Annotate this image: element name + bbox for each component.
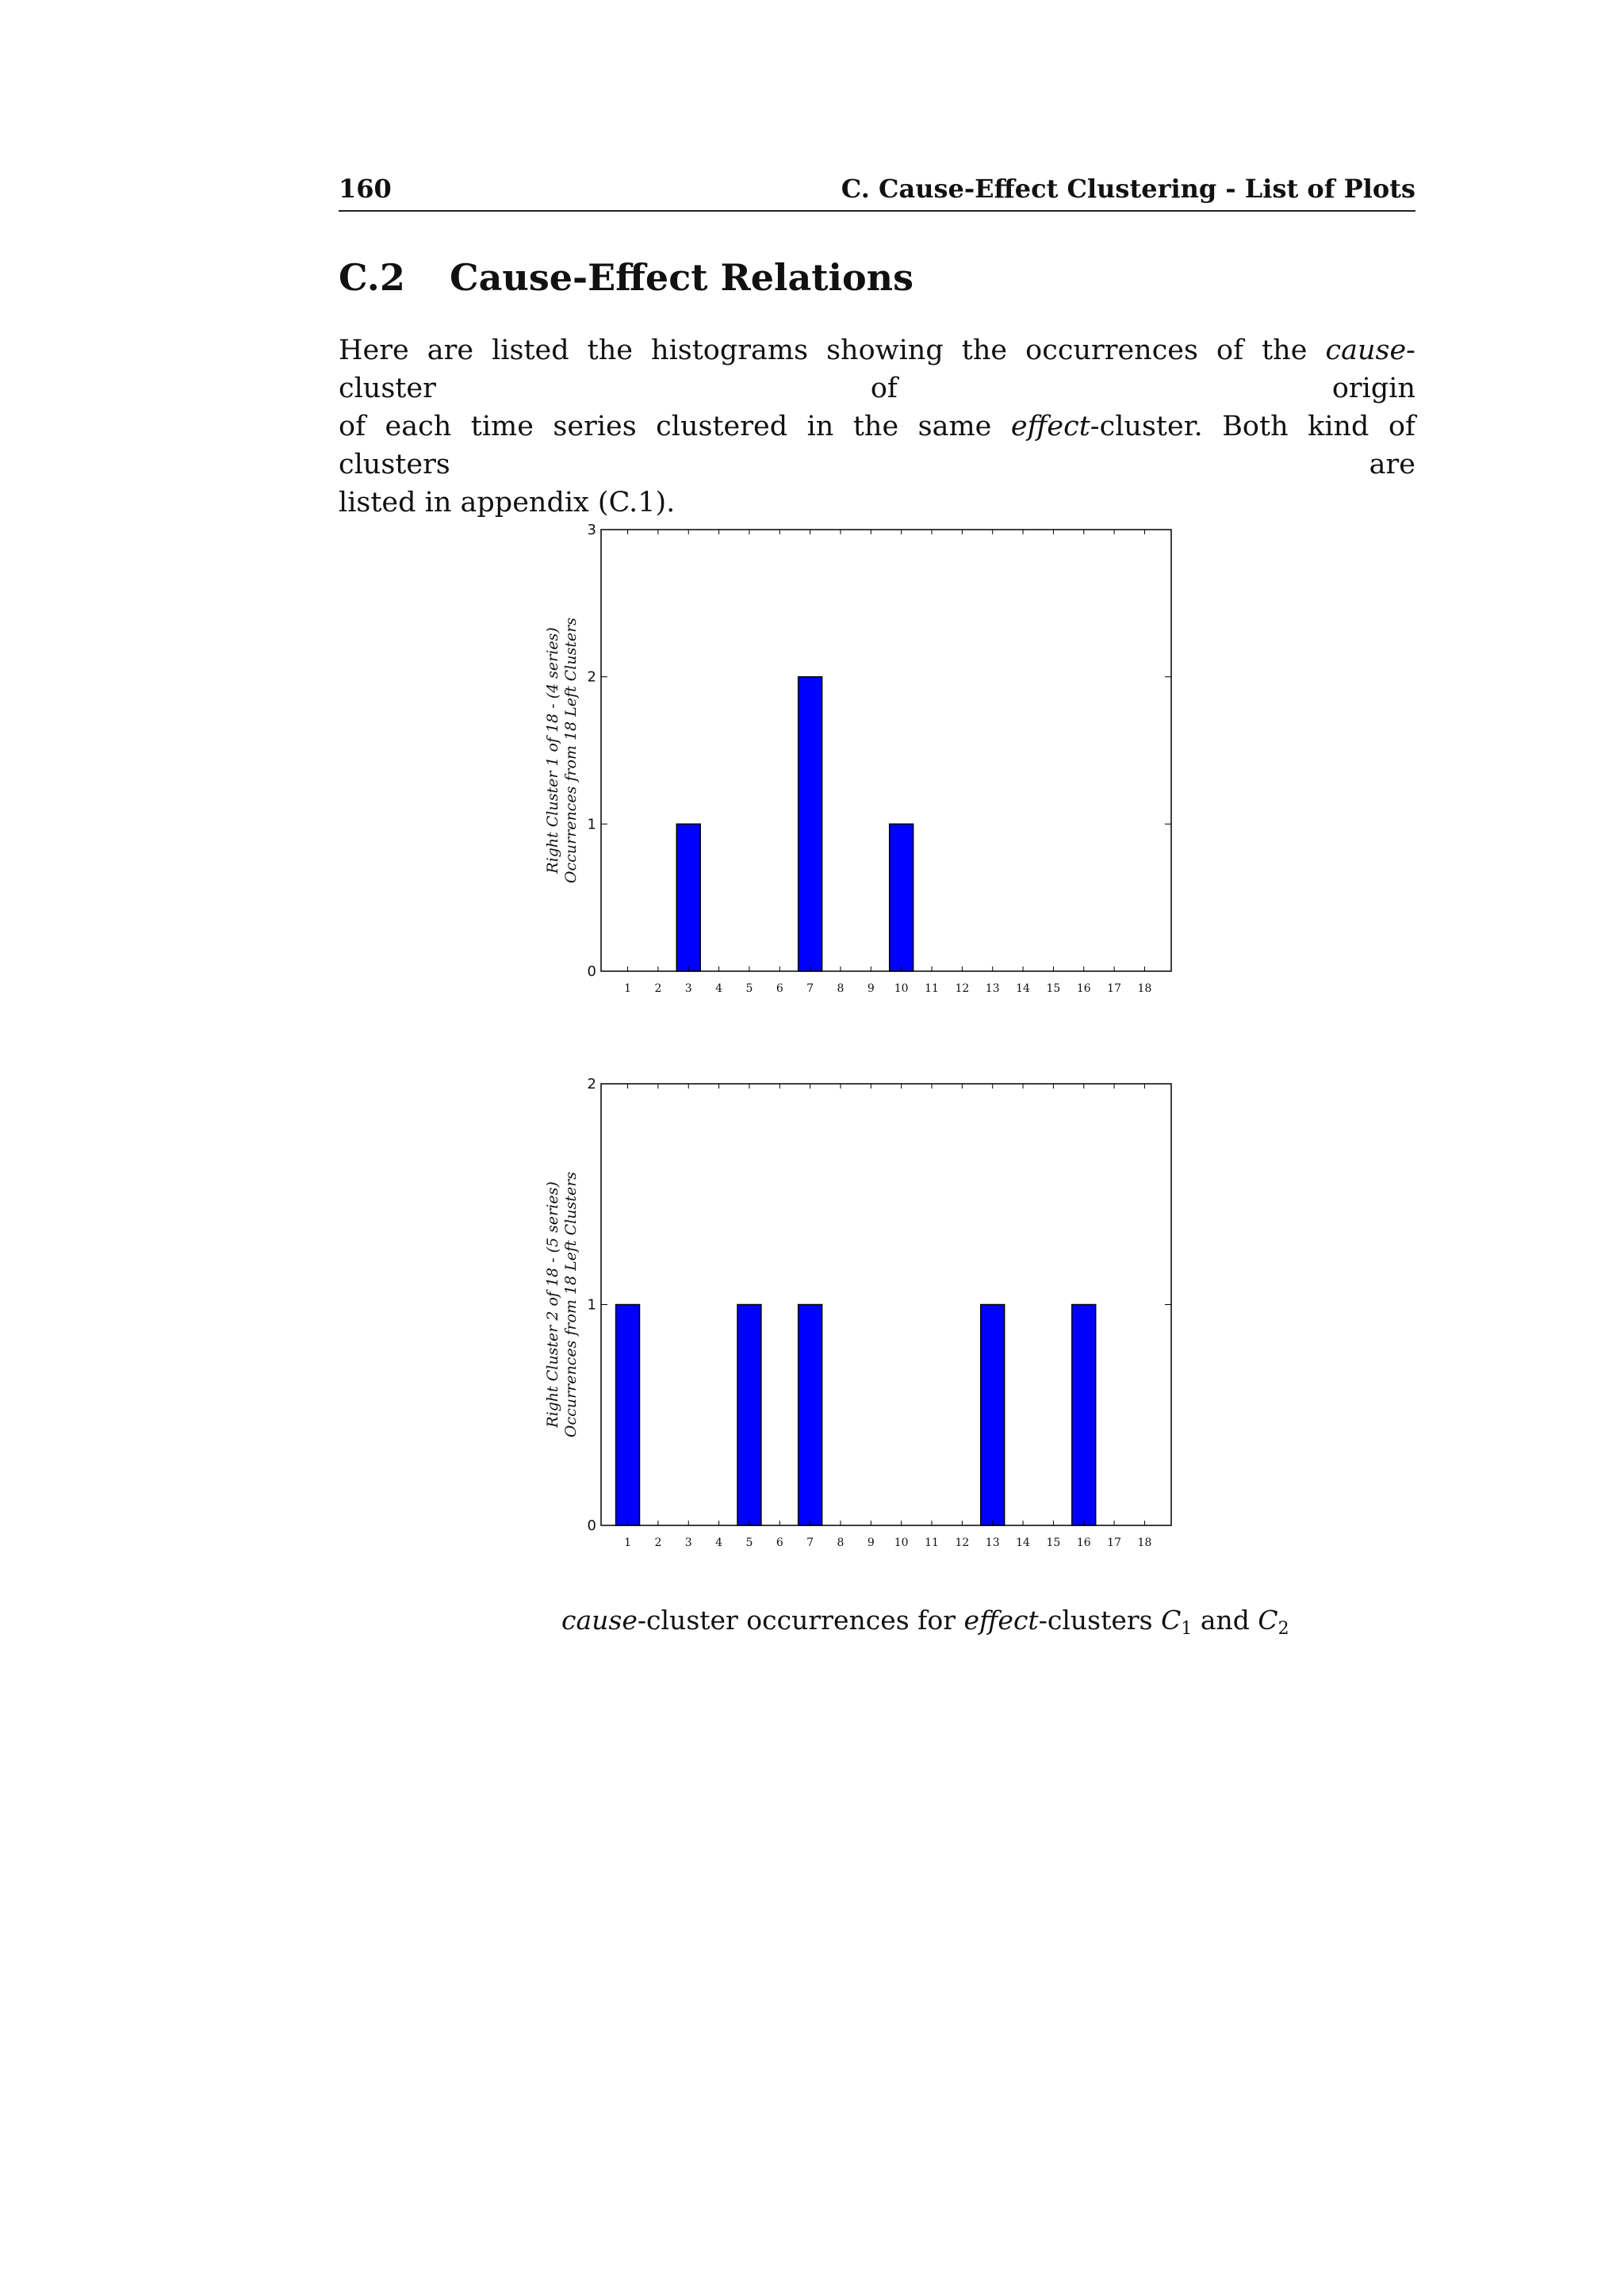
x-tick-label-16: 16 [1076,1536,1091,1549]
x-tick-label-6: 6 [776,1536,783,1549]
x-tick-label-13: 13 [985,982,1000,995]
y-tick-label-0: 0 [587,963,596,980]
x-tick-label-12: 12 [955,1536,970,1549]
x-tick-label-8: 8 [837,982,845,995]
x-tick-label-11: 11 [925,1536,939,1549]
bar-7 [799,1305,822,1526]
x-tick-label-2: 2 [654,982,662,995]
x-tick-label-2: 2 [654,1536,662,1549]
x-tick-label-3: 3 [684,1536,692,1549]
x-tick-label-13: 13 [985,1536,1000,1549]
y-axis-label-line-1: Right Cluster 2 of 18 - (5 series) [544,1181,561,1428]
intro-line-3: listed in appendix (C.1). [339,487,676,519]
intro-line-1: Here are listed the histograms showing the occurrences of the cause-cluster of origin [339,335,1415,404]
y-tick-label-2: 2 [587,1076,596,1093]
running-title: C. Cause-Effect Clustering - List of Plots [841,174,1415,204]
section-title: Cause-Effect Relations [450,256,914,299]
figure-caption: cause-cluster occurrences for effect-clusters $C_1$ and $C_2$ [561,1605,1289,1639]
y-axis-label-line-2: Occurrences from 18 Left Clusters [562,1171,580,1438]
bar-10 [890,824,914,971]
intro-line-2: of each time series clustered in the same effect-cluster. Both kind of clusters are [339,411,1415,480]
x-tick-label-14: 14 [1016,982,1030,995]
x-tick-label-7: 7 [806,982,814,995]
x-tick-label-10: 10 [894,1536,909,1549]
x-tick-label-10: 10 [894,982,909,995]
bar-13 [981,1305,1005,1526]
bar-3 [676,824,700,971]
section-number: C.2 [339,256,405,299]
x-tick-label-3: 3 [684,982,692,995]
bar-16 [1072,1305,1096,1526]
y-axis-label-line-1: Right Cluster 1 of 18 - (4 series) [544,627,561,874]
y-axis-label-line-2: Occurrences from 18 Left Clusters [562,617,580,884]
bar-7 [799,677,822,971]
x-tick-label-15: 15 [1046,982,1061,995]
y-tick-label-3: 3 [587,522,596,538]
y-tick-label-2: 2 [587,668,596,686]
x-tick-label-4: 4 [715,1536,723,1549]
x-tick-label-12: 12 [955,982,970,995]
bar-1 [616,1305,640,1526]
x-tick-label-7: 7 [806,1536,814,1549]
x-tick-label-18: 18 [1137,982,1152,995]
page-number: 160 [339,174,392,204]
y-tick-label-1: 1 [587,1296,596,1314]
x-tick-label-9: 9 [867,1536,875,1549]
x-tick-label-5: 5 [745,1536,753,1549]
x-tick-label-5: 5 [745,982,753,995]
x-tick-label-18: 18 [1137,1536,1152,1549]
x-tick-label-8: 8 [837,1536,845,1549]
x-tick-label-14: 14 [1016,1536,1030,1549]
y-tick-label-1: 1 [587,816,596,833]
x-tick-label-4: 4 [715,982,723,995]
x-tick-label-6: 6 [776,982,783,995]
x-tick-label-9: 9 [867,982,875,995]
x-tick-label-17: 17 [1107,1536,1122,1549]
histogram-chart-1 [544,522,1171,995]
x-tick-label-11: 11 [925,982,939,995]
x-tick-label-17: 17 [1107,982,1122,995]
x-tick-label-16: 16 [1076,982,1091,995]
bar-5 [737,1305,761,1526]
x-tick-label-1: 1 [624,982,632,995]
y-tick-label-0: 0 [587,1517,596,1534]
histogram-chart-2 [544,1076,1171,1549]
x-tick-label-1: 1 [624,1536,632,1549]
x-tick-label-15: 15 [1046,1536,1061,1549]
